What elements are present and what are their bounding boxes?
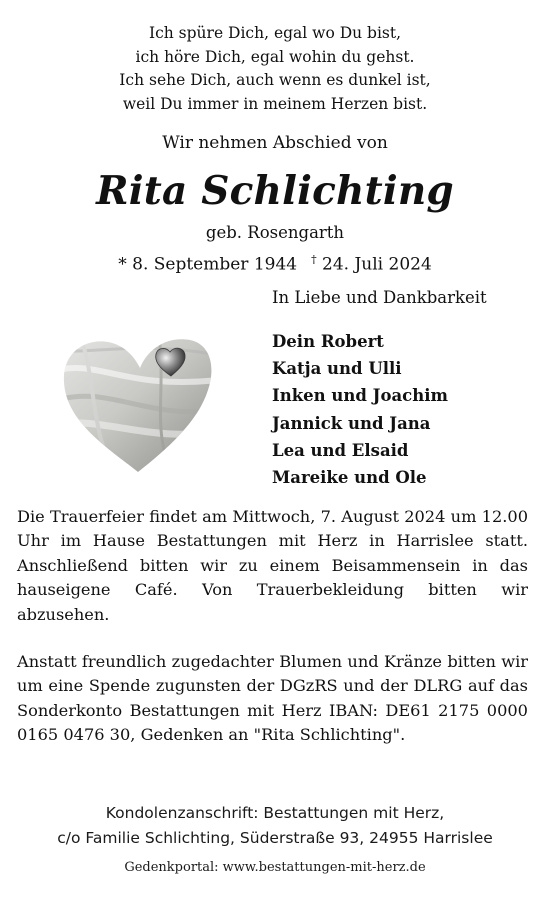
- poem: [0, 22, 550, 116]
- birth-date: * 8. September 1944: [118, 254, 298, 275]
- death-symbol: †: [311, 253, 317, 266]
- address-line: Kondolenzanschrift: Bestattungen mit Herz,: [105, 804, 445, 822]
- deceased-name: Rita Schlichting: [96, 168, 454, 214]
- condolence-address: [0, 801, 550, 851]
- death-date: 24. Juli 2024: [322, 254, 432, 275]
- family-list: [272, 328, 448, 491]
- intro-text: Wir nehmen Abschied von: [162, 133, 388, 153]
- memorial-portal-link[interactable]: Gedenkportal: www.bestattungen-mit-herz.de: [124, 860, 426, 875]
- poem-line: Ich sehe Dich, auch wenn es dunkel ist,: [119, 71, 431, 89]
- family-member: Jannick und Jana: [272, 413, 431, 433]
- donation-paragraph: Anstatt freundlich zugedachter Blumen und Kränze bitten wir um eine Spende zugunsten der DGzRS und der DLRG auf das Sonderkonto Bestattungen mit Herz IBAN: DE61 2175 0000 0165 0476 30, Gedenken an "Rita Schlichting".: [17, 652, 528, 745]
- poem-line: weil Du immer in meinem Herzen bist.: [122, 94, 428, 113]
- stone-heart-icon: [58, 330, 218, 480]
- poem-line: ich höre Dich, egal wohin du gehst.: [135, 47, 415, 66]
- address-line: c/o Familie Schlichting, Süderstraße 93, 24955 Harrislee: [57, 829, 493, 847]
- family-member: Mareike und Ole: [272, 468, 427, 488]
- maiden-name: geb. Rosengarth: [205, 223, 345, 242]
- thanks-line: In Liebe und Dankbarkeit: [272, 288, 487, 307]
- life-dates: [0, 253, 550, 275]
- family-member: Inken und Joachim: [272, 386, 448, 406]
- poem-line: Ich spüre Dich, egal wo Du bist,: [148, 24, 402, 42]
- ceremony-paragraph: Die Trauerfeier findet am Mittwoch, 7. August 2024 um 12.00 Uhr im Hause Bestattungen mit Herz in Harrislee statt. Anschließend bitten wir zu einem Beisammensein in das hauseigene Café. Von Trauerbekleidung bitten wir abzusehen.: [17, 507, 528, 624]
- family-member: Katja und Ulli: [272, 359, 402, 379]
- family-member: Lea und Elsaid: [272, 440, 409, 460]
- family-member: Dein Robert: [272, 332, 384, 351]
